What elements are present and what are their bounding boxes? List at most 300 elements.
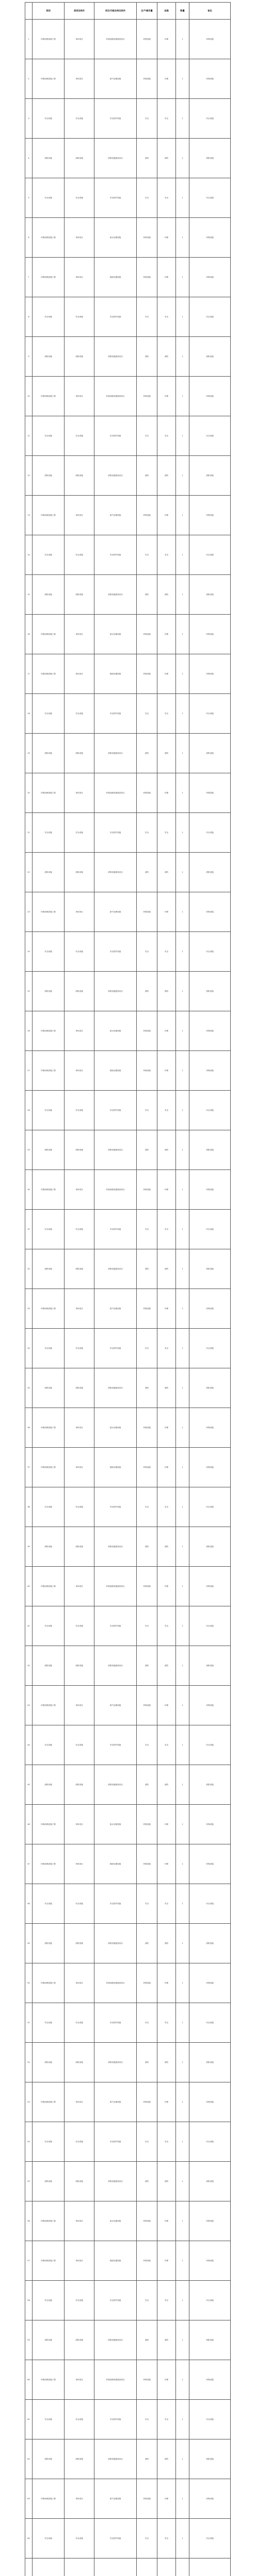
table-cell: 消防 (157, 1646, 176, 1686)
table-cell: 1 (176, 734, 189, 773)
table-cell: 环保 (157, 773, 176, 813)
table-cell: 消防设施建设项目 (94, 1130, 137, 1170)
table-row (25, 1289, 231, 1329)
table-cell: 环保治理设施工程 (33, 1844, 65, 1884)
table-cell: 32 (25, 1249, 33, 1289)
table-cell: 安全 (137, 99, 157, 139)
table-cell: 安全防护设施 (94, 2122, 137, 2162)
table-cell: 消防设施 (189, 734, 231, 773)
table-cell: 环保治理设施工程 (33, 1011, 65, 1051)
table-cell: 消防 (157, 575, 176, 615)
table-cell: 安全设施 (33, 1329, 65, 1368)
table-cell: 消防 (137, 1368, 157, 1408)
table-cell: 消防 (157, 1924, 176, 1963)
header-cell: 类别及相关 (65, 3, 94, 20)
table-cell: 1 (176, 2519, 189, 2558)
header-cell: 数量 (176, 3, 189, 20)
table-cell: 环保治理设施工程 (33, 2201, 65, 2241)
table-cell: 1 (176, 932, 189, 972)
table-cell: 安全设施 (65, 932, 94, 972)
table-cell: 安全防护设施 (94, 1884, 137, 1924)
table-cell: 安全 (137, 535, 157, 575)
table-cell: 22 (25, 853, 33, 892)
table-cell: 消防 (157, 972, 176, 1011)
table-cell: 环保设施 (189, 615, 231, 654)
table-cell: 21 (25, 813, 33, 853)
table-cell: 环保设施 (189, 1844, 231, 1884)
table-row (25, 2519, 231, 2558)
table-cell: 38 (25, 1487, 33, 1527)
header-cell: 类别 (33, 3, 65, 20)
table-cell: 环保治理设施工程 (33, 1805, 65, 1844)
table-row (25, 535, 231, 575)
table-cell: 环保设施 (137, 1686, 157, 1725)
table-cell: 安全 (157, 1606, 176, 1646)
table-cell: 消防设施 (33, 853, 65, 892)
table-cell: 单体项目 (65, 1408, 94, 1448)
table-cell: 53 (25, 2082, 33, 2122)
table-cell: 环保 (157, 892, 176, 932)
table-cell: 环保设施 (189, 654, 231, 694)
table-cell: 43 (25, 1686, 33, 1725)
table-cell: 环保设施 (137, 1963, 157, 2003)
table-cell: 64 (25, 2519, 33, 2558)
table-cell: 消防 (157, 337, 176, 377)
table-cell: 6 (25, 218, 33, 258)
table-cell: 安全 (157, 2003, 176, 2043)
table-cell: 安全防护设施 (94, 1487, 137, 1527)
table-cell: 安全 (137, 1329, 157, 1368)
table-cell: 消防设施 (189, 972, 231, 1011)
table-cell: 消防设施建设项目 (94, 1527, 137, 1567)
table-row (25, 1487, 231, 1527)
table-cell: 41 (25, 1606, 33, 1646)
table-cell: 1 (176, 2043, 189, 2082)
table-cell: 1 (176, 2479, 189, 2519)
table-cell: 单体项目 (65, 1963, 94, 2003)
table-row (25, 1725, 231, 1765)
table-row (25, 1210, 231, 1249)
table-cell: 安全 (137, 2281, 157, 2320)
table-cell: 环保设施 (189, 377, 231, 416)
table-cell: 25 (25, 972, 33, 1011)
table-cell (65, 2558, 94, 2576)
table-cell: 安全设施 (33, 297, 65, 337)
table-cell: 单体项目 (65, 258, 94, 297)
table-cell: 安全设施 (65, 178, 94, 218)
table-cell: 58 (25, 2281, 33, 2320)
table-cell: 1 (176, 1765, 189, 1805)
table-row (25, 416, 231, 456)
table-cell: 环保设施 (189, 1567, 231, 1606)
table-cell: 环境治理设施建设项目 (94, 377, 137, 416)
table-cell: 环保 (157, 1170, 176, 1210)
table-cell: 安全 (157, 535, 176, 575)
table-cell: 8 (25, 297, 33, 337)
table-cell: 消防设施 (65, 1765, 94, 1805)
table-cell: 安全设施 (65, 1725, 94, 1765)
table-row (25, 1567, 231, 1606)
table-cell: 安全 (157, 1487, 176, 1527)
table-row (25, 2439, 231, 2479)
table-cell: 安全防护设施 (94, 1725, 137, 1765)
table-cell: 安全设施 (189, 1329, 231, 1368)
table-cell: 消防设施 (33, 1368, 65, 1408)
header-cell: 生产/储存量 (137, 3, 157, 20)
table-cell: 1 (176, 1329, 189, 1368)
table-cell: 安全 (137, 1210, 157, 1249)
table-cell: 37 (25, 1448, 33, 1487)
table-cell: 1 (176, 1487, 189, 1527)
table-row (25, 496, 231, 535)
table-cell: 安全设施 (189, 99, 231, 139)
table-cell: 环保治理设施工程 (33, 1289, 65, 1329)
table-cell: 消防设施 (65, 1527, 94, 1567)
table-row (25, 1130, 231, 1170)
table-cell: 消防 (157, 1765, 176, 1805)
table-cell: 消防设施 (65, 734, 94, 773)
table-cell: 安全设施 (65, 416, 94, 456)
header-cell: 设施 (157, 3, 176, 20)
table-cell: 消防 (157, 1527, 176, 1567)
table-row (25, 2400, 231, 2439)
table-row (25, 1408, 231, 1448)
table-row (25, 2241, 231, 2281)
table-cell (157, 2558, 176, 2576)
table-cell: 环保治理设施工程 (33, 258, 65, 297)
table-cell: 安全 (157, 2519, 176, 2558)
table-cell: 消防 (137, 1130, 157, 1170)
table-cell: 1 (176, 2003, 189, 2043)
table-cell: 安全设施 (189, 2122, 231, 2162)
table-cell: 安全 (157, 2122, 176, 2162)
table-cell: 51 (25, 2003, 33, 2043)
table-cell: 环保设施 (189, 1170, 231, 1210)
table-cell: 36 (25, 1408, 33, 1448)
table-cell: 单体项目 (65, 892, 94, 932)
table-cell: 消防设施 (189, 2439, 231, 2479)
table-row (25, 1091, 231, 1130)
table-cell: 安全防护设施 (94, 813, 137, 853)
table-cell: 1 (176, 456, 189, 496)
table-cell (25, 2558, 33, 2576)
table-cell: 消防设施 (33, 575, 65, 615)
table-cell: 1 (176, 2122, 189, 2162)
table-cell: 31 (25, 1210, 33, 1249)
table-row (25, 297, 231, 337)
table-cell: 单体项目 (65, 1011, 94, 1051)
table-cell: 安全设施 (33, 2003, 65, 2043)
table-row (25, 1765, 231, 1805)
table-cell: 环保 (157, 1963, 176, 2003)
table-cell: 安全设施 (65, 1487, 94, 1527)
table-cell: 单体项目 (65, 615, 94, 654)
table-cell: 1 (176, 139, 189, 178)
table-cell: 环保设施 (137, 1567, 157, 1606)
table-row (25, 1805, 231, 1844)
table-cell: 环保 (157, 1289, 176, 1329)
table-cell: 消防设施 (65, 853, 94, 892)
table-cell: 固废处置设施 (94, 258, 137, 297)
table-cell: 安全 (157, 1725, 176, 1765)
table-cell: 18 (25, 694, 33, 734)
table-cell: 单体项目 (65, 1051, 94, 1091)
table-cell: 1 (176, 1368, 189, 1408)
table-cell: 消防设施建设项目 (94, 575, 137, 615)
table-cell: 消防 (157, 2439, 176, 2479)
table-row (25, 2320, 231, 2360)
table-cell: 安全设施 (33, 1884, 65, 1924)
table-cell: 安全 (157, 932, 176, 972)
table-cell: 33 (25, 1289, 33, 1329)
table-cell: 1 (176, 972, 189, 1011)
table-cell: 消防设施 (189, 1368, 231, 1408)
table-cell: 消防设施 (189, 139, 231, 178)
table-cell: 1 (176, 853, 189, 892)
table-cell: 环保设施 (189, 258, 231, 297)
table-cell: 9 (25, 337, 33, 377)
table-cell: 安全 (157, 178, 176, 218)
table-cell: 环保设施 (189, 496, 231, 535)
table-cell: 单体项目 (65, 2082, 94, 2122)
table-cell: 1 (176, 2082, 189, 2122)
data-table (25, 2, 231, 2576)
table-cell: 消防设施 (65, 2162, 94, 2201)
table-cell: 环保设施 (189, 1289, 231, 1329)
table-cell: 安全设施 (33, 416, 65, 456)
table-cell: 安全 (137, 1606, 157, 1646)
table-cell: 环保设施 (137, 615, 157, 654)
table-cell: 环保设施 (189, 1686, 231, 1725)
table-cell: 60 (25, 2360, 33, 2400)
table-cell: 环保设施 (137, 496, 157, 535)
table-cell: 消防设施建设项目 (94, 1765, 137, 1805)
table-row (25, 2082, 231, 2122)
table-cell: 消防设施 (65, 2043, 94, 2082)
table-cell: 1 (176, 1011, 189, 1051)
table-cell: 消防设施建设项目 (94, 853, 137, 892)
table-cell: 环保设施 (189, 2479, 231, 2519)
table-cell: 环保治理设施工程 (33, 496, 65, 535)
table-cell: 环保设施 (189, 59, 231, 99)
table-cell: 1 (176, 535, 189, 575)
table-cell: 消防设施 (65, 1249, 94, 1289)
table-cell: 13 (25, 496, 33, 535)
table-cell: 消防设施 (33, 734, 65, 773)
table-cell: 安全 (137, 2003, 157, 2043)
table-cell: 环保 (157, 496, 176, 535)
table-cell: 安全设施 (189, 1606, 231, 1646)
table-cell: 环境治理设施建设项目 (94, 1963, 137, 2003)
table-cell: 安全 (137, 2122, 157, 2162)
table-cell: 废气处理设施 (94, 496, 137, 535)
table-cell: 安全 (137, 1884, 157, 1924)
table-cell: 安全防护设施 (94, 297, 137, 337)
table-cell: 消防设施 (65, 575, 94, 615)
table-cell: 固废处置设施 (94, 654, 137, 694)
table-cell: 安全 (137, 1725, 157, 1765)
table-cell: 消防设施 (33, 972, 65, 1011)
table-cell: 消防设施建设项目 (94, 972, 137, 1011)
table-cell: 1 (176, 1924, 189, 1963)
table-cell: 环保设施 (137, 1448, 157, 1487)
table-cell: 安全 (137, 1487, 157, 1527)
table-cell: 20 (25, 773, 33, 813)
table-cell: 16 (25, 615, 33, 654)
table-cell: 固废处置设施 (94, 1448, 137, 1487)
table-cell: 安全防护设施 (94, 1091, 137, 1130)
table-cell: 安全 (157, 99, 176, 139)
table-row (25, 2360, 231, 2400)
table-cell: 环保治理设施工程 (33, 773, 65, 813)
table-cell: 环保设施 (189, 2201, 231, 2241)
table-cell: 1 (176, 892, 189, 932)
table-cell: 安全设施 (189, 694, 231, 734)
table-row (25, 1963, 231, 2003)
table-row (25, 2281, 231, 2320)
table-cell: 安全 (137, 2400, 157, 2439)
table-cell: 环保 (157, 2082, 176, 2122)
table-row (25, 1844, 231, 1884)
table-cell: 安全防护设施 (94, 99, 137, 139)
table-row (25, 1646, 231, 1686)
table-cell: 废水处理设施 (94, 1408, 137, 1448)
table-row (25, 1884, 231, 1924)
table-cell: 废气处理设施 (94, 1686, 137, 1725)
table-cell: 消防设施 (189, 2320, 231, 2360)
table-cell: 安全设施 (189, 932, 231, 972)
table-cell: 安全 (137, 178, 157, 218)
table-cell: 环保设施 (137, 2201, 157, 2241)
header-row (25, 3, 231, 20)
table-cell: 安全设施 (33, 2122, 65, 2162)
table-cell: 安全 (157, 416, 176, 456)
table-cell: 环保治理设施工程 (33, 1408, 65, 1448)
table-cell: 1 (176, 575, 189, 615)
table-cell: 安全设施 (189, 1091, 231, 1130)
table-cell: 消防设施 (33, 1249, 65, 1289)
table-cell: 环保 (157, 2201, 176, 2241)
table-cell: 消防设施 (65, 1130, 94, 1170)
table-cell: 61 (25, 2400, 33, 2439)
table-row (25, 2479, 231, 2519)
table-cell: 环保设施 (189, 1805, 231, 1844)
table-cell: 环保治理设施工程 (33, 1170, 65, 1210)
table-cell: 消防 (137, 2162, 157, 2201)
table-cell: 消防 (157, 853, 176, 892)
table-cell: 废气处理设施 (94, 1289, 137, 1329)
table-cell: 安全 (157, 813, 176, 853)
table-row (25, 773, 231, 813)
table-cell: 安全设施 (33, 99, 65, 139)
table-cell: 安全防护设施 (94, 535, 137, 575)
table-cell: 单体项目 (65, 377, 94, 416)
table-cell: 46 (25, 1805, 33, 1844)
table-cell: 1 (176, 337, 189, 377)
table-cell (137, 2558, 157, 2576)
table-cell: 安全防护设施 (94, 2281, 137, 2320)
table-cell: 环保设施 (137, 654, 157, 694)
table-cell: 55 (25, 2162, 33, 2201)
table-row (25, 1686, 231, 1725)
table-cell: 环保设施 (137, 1051, 157, 1091)
table-cell: 废水处理设施 (94, 1011, 137, 1051)
table-cell: 消防 (137, 337, 157, 377)
table-cell: 26 (25, 1011, 33, 1051)
table-cell: 环保 (157, 1051, 176, 1091)
table-cell: 安全 (137, 297, 157, 337)
table-cell: 45 (25, 1765, 33, 1805)
table-row (25, 2201, 231, 2241)
table-cell: 环保 (157, 615, 176, 654)
table-cell: 环境治理设施建设项目 (94, 20, 137, 59)
table-cell: 废水处理设施 (94, 2201, 137, 2241)
table-cell: 1 (176, 2360, 189, 2400)
table-cell: 单体项目 (65, 2360, 94, 2400)
table-cell: 环保设施 (189, 1963, 231, 2003)
table-cell: 环保治理设施工程 (33, 654, 65, 694)
table-cell: 10 (25, 377, 33, 416)
table-cell: 环保设施 (137, 59, 157, 99)
table-cell: 消防设施 (33, 1646, 65, 1686)
table-cell: 环保设施 (189, 1051, 231, 1091)
table-cell: 安全设施 (65, 99, 94, 139)
table-cell: 1 (176, 1884, 189, 1924)
table-cell: 环保设施 (189, 218, 231, 258)
table-row (25, 2043, 231, 2082)
table-cell: 废水处理设施 (94, 615, 137, 654)
table-cell: 1 (176, 2201, 189, 2241)
table-cell: 62 (25, 2439, 33, 2479)
table-cell: 消防设施 (65, 1924, 94, 1963)
table-cell: 消防 (137, 972, 157, 1011)
table-row (25, 1368, 231, 1408)
table-row (25, 456, 231, 496)
table-cell: 1 (176, 59, 189, 99)
table-cell: 消防 (137, 1249, 157, 1289)
table-cell: 安全 (157, 297, 176, 337)
table-cell: 安全设施 (65, 1091, 94, 1130)
table-cell: 1 (176, 416, 189, 456)
table-cell: 环保设施 (137, 258, 157, 297)
table-cell: 单体项目 (65, 2241, 94, 2281)
table-cell: 安全设施 (33, 932, 65, 972)
table-cell: 消防设施 (65, 2439, 94, 2479)
table-cell: 42 (25, 1646, 33, 1686)
table-cell (33, 2558, 65, 2576)
table-cell: 1 (176, 20, 189, 59)
table-cell: 废水处理设施 (94, 1805, 137, 1844)
table-cell: 环保治理设施工程 (33, 892, 65, 932)
table-cell: 44 (25, 1725, 33, 1765)
table-cell: 单体项目 (65, 2201, 94, 2241)
table-cell: 安全设施 (33, 535, 65, 575)
table-cell: 环保治理设施工程 (33, 615, 65, 654)
table-cell: 环保设施 (137, 377, 157, 416)
table-cell: 消防设施 (65, 2320, 94, 2360)
table-cell: 环保 (157, 2479, 176, 2519)
table-cell: 消防设施建设项目 (94, 2320, 137, 2360)
table-cell: 1 (176, 2241, 189, 2281)
table-cell: 消防设施 (189, 1130, 231, 1170)
table-cell: 安全 (137, 932, 157, 972)
table-cell: 安全设施 (189, 1487, 231, 1527)
table-cell: 1 (176, 2439, 189, 2479)
table-cell: 环保治理设施工程 (33, 2360, 65, 2400)
table-cell: 安全设施 (33, 1725, 65, 1765)
table-row (25, 615, 231, 654)
table-cell: 环保治理设施工程 (33, 2479, 65, 2519)
